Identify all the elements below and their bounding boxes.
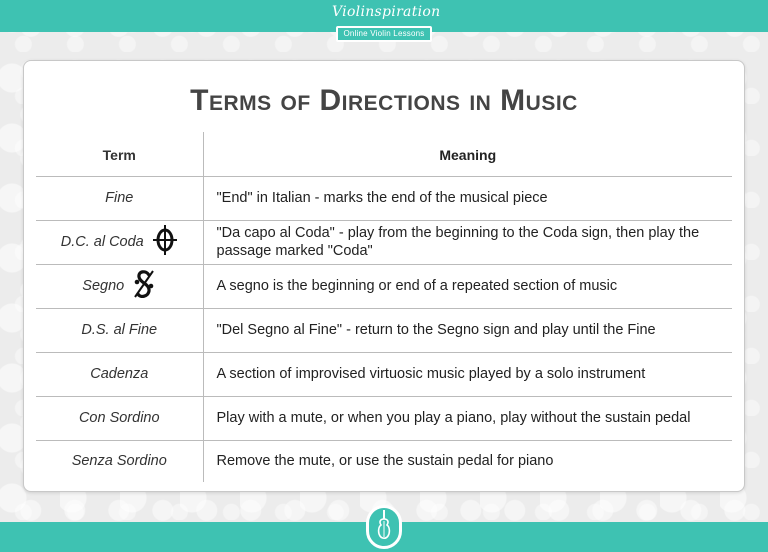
- header-term: Term: [36, 132, 203, 176]
- term-cell: Cadenza: [36, 352, 203, 396]
- brand-tagline: Online Violin Lessons: [336, 26, 432, 42]
- table-row: [36, 352, 732, 396]
- meaning-cell: "End" in Italian - marks the end of the musical piece: [203, 176, 732, 220]
- brand-name: Violinspiration: [332, 4, 441, 20]
- term-text: Segno: [82, 278, 125, 294]
- violin-icon: [376, 509, 392, 545]
- table-row: [36, 220, 732, 264]
- meaning-cell: "Del Segno al Fine" - return to the Segno sign and play until the Fine: [203, 308, 732, 352]
- meaning-cell: A segno is the beginning or end of a repeated section of music: [203, 264, 732, 308]
- meaning-cell: "Da capo al Coda" - play from the beginning to the Coda sign, then play the passage marked "Coda": [203, 220, 732, 264]
- terms-table: [36, 132, 732, 482]
- meaning-cell: Play with a mute, or when you play a piano, play without the sustain pedal: [203, 396, 732, 440]
- term-cell: D.S. al Fine: [36, 308, 203, 352]
- term-cell: [36, 264, 203, 308]
- meaning-cell: A section of improvised virtuosic music played by a solo instrument: [203, 352, 732, 396]
- brand-logo[interactable]: [332, 0, 441, 45]
- term-text: D.C. al Coda: [60, 234, 144, 250]
- table-row: [36, 176, 732, 220]
- table-row: [36, 308, 732, 352]
- header-meaning: Meaning: [439, 146, 497, 163]
- table-row: [36, 396, 732, 440]
- table-row: [36, 264, 732, 308]
- term-cell: Senza Sordino: [36, 440, 203, 482]
- term-cell: Con Sordino: [36, 396, 203, 440]
- segno-icon: [132, 268, 156, 305]
- page-title: Terms of Directions in Music: [190, 84, 578, 117]
- coda-icon: [152, 223, 178, 262]
- term-cell: [36, 220, 203, 264]
- meaning-cell: Remove the mute, or use the sustain pedal for piano: [203, 440, 732, 482]
- term-cell: Fine: [36, 176, 203, 220]
- table-header-row: [36, 132, 732, 176]
- table-row: [36, 440, 732, 482]
- violin-logo-badge[interactable]: [366, 505, 402, 549]
